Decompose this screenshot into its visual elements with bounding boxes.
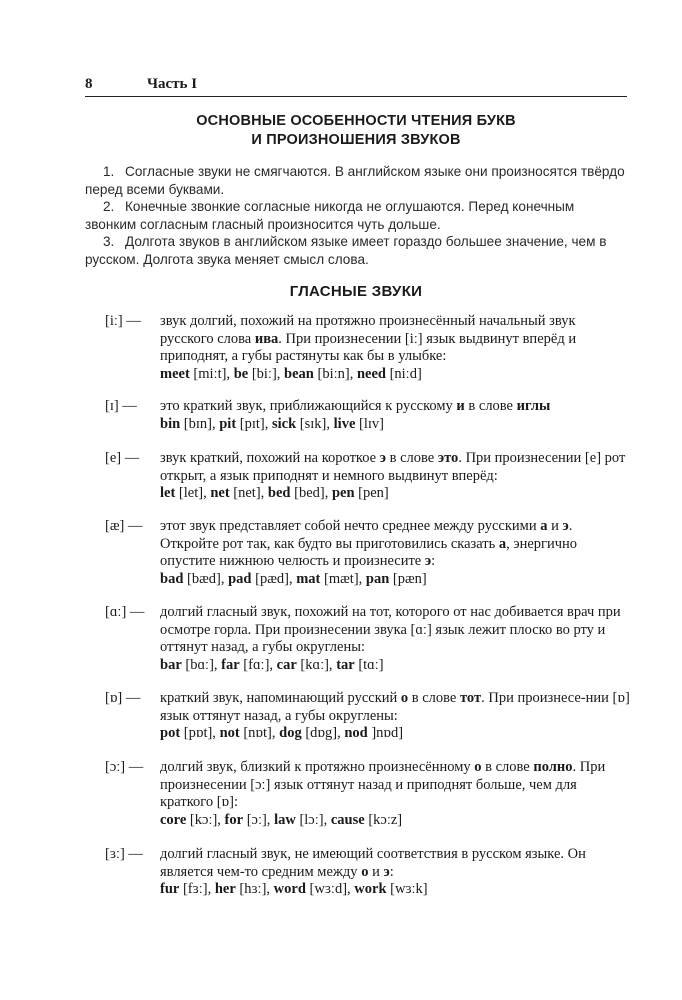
vowel-description: долгий звук, близкий к протяжно произнесённому о в слове полно. При произнесении [ɔː] язык оттянут назад и приподнят больше, чем для краткого [ɒ]: [160,759,606,810]
example-words: core [kɔː], for [ɔː], law [lɔː], cause [kɔːz] [160,811,403,828]
vowel-description: долгий гласный звук, не имеющий соответствия в русском языке. Он является чем-то средним между о и э: [160,846,586,880]
rule-text: Согласные звуки не смягчаются. В английском языке они произносятся твёрдо перед всеми буквами. [85,164,625,197]
example-words: bad [bæd], pad [pæd], mat [mæt], pan [pæn] [160,570,427,587]
page-number: 8 [85,76,93,92]
running-header [85,74,627,97]
vowel-entry-short-o [105,690,630,743]
rule-item [85,233,627,268]
rule-number: 2. [103,199,115,214]
phonetic-symbol: [æ] — [105,518,143,534]
vowel-description: звук краткий, похожий на короткое э в слове это. При произнесении [e] рот открыт, а язык приподнят и немного выдвинут вперёд: [160,450,626,484]
example-words: bar [bɑː], far [fɑː], car [kɑː], tar [tɑː] [160,656,384,673]
phonetic-symbol: [ɒ] — [105,690,141,706]
phonetic-symbol: [e] — [105,450,140,466]
phonetic-symbol: [iː] — [105,313,141,329]
example-words: fur [fɜː], her [hɜː], word [wɜːd], work [wɜːk] [160,881,428,897]
vowel-entry-short-i [105,398,630,433]
reading-rules [85,163,627,268]
title-line-2: И ПРОИЗНОШЕНИЯ ЗВУКОВ [251,132,461,148]
vowel-description: звук долгий, похожий на протяжно произнесённый начальный звук русского слова ива. При произнесении [iː] язык выдвинут вперёд и приподнят, а губы растянуты как бы в улыбке: [160,313,577,364]
example-words: bin [bɪn], pit [pɪt], sick [sɪk], live [lɪv] [160,415,384,432]
vowel-entry-long-er [105,846,630,899]
example-words: pot [pɒt], not [nɒt], dog [dɒg], nod ]nɒd] [160,725,404,741]
phonetic-symbol: [ɪ] — [105,398,137,414]
example-words: let [let], net [net], bed [bed], pen [pen] [160,485,389,501]
rule-number: 1. [103,164,115,179]
rule-text: Долгота звуков в английском языке имеет гораздо большее значение, чем в русском. Долгота звука меняет смысл слова. [85,234,607,267]
vowel-entry-long-a [105,604,630,674]
vowel-description: долгий гласный звук, похожий на тот, которого от нас добивается врач при осмотре горла. При произнесении звука [ɑː] язык лежит плоско во рту и оттянут назад, а губы округлены: [160,604,621,655]
rule-item [85,163,627,198]
section-title: ГЛАСНЫЕ ЗВУКИ [289,283,423,300]
rule-text: Конечные звонкие согласные никогда не оглушаются. Перед конечным звонким согласным гласный произносится чуть дольше. [85,199,575,232]
part-label: Часть I [147,76,198,92]
vowel-entry-long-o [105,759,630,829]
vowel-description: этот звук представляет собой нечто среднее между русскими а и э. Откройте рот так, как будто вы приготовились сказать а, энергично опустите нижнюю челюсть и произнесите э: [160,518,578,569]
vowel-entry-ae [105,518,630,588]
phonetic-symbol: [ɔː] — [105,759,144,775]
vowel-entry-long-i [105,313,630,383]
example-words: meet [miːt], be [biː], bean [biːn], need [niːd] [160,365,422,382]
vowel-entry-e [105,450,630,503]
title-line-1: ОСНОВНЫЕ ОСОБЕННОСТИ ЧТЕНИЯ БУКВ [196,113,516,129]
phonetic-symbol: [ɜː] — [105,846,143,862]
vowel-description: краткий звук, напоминающий русский о в слове тот. При произнесе-нии [ɒ] язык оттянут назад, а губы округлены: [160,690,630,724]
phonetic-symbol: [ɑː] — [105,604,145,620]
page-title [85,112,627,150]
rule-item [85,198,627,233]
vowel-description: это краткий звук, приближающийся к русскому и в слове иглы [160,398,551,414]
rule-number: 3. [103,234,115,249]
